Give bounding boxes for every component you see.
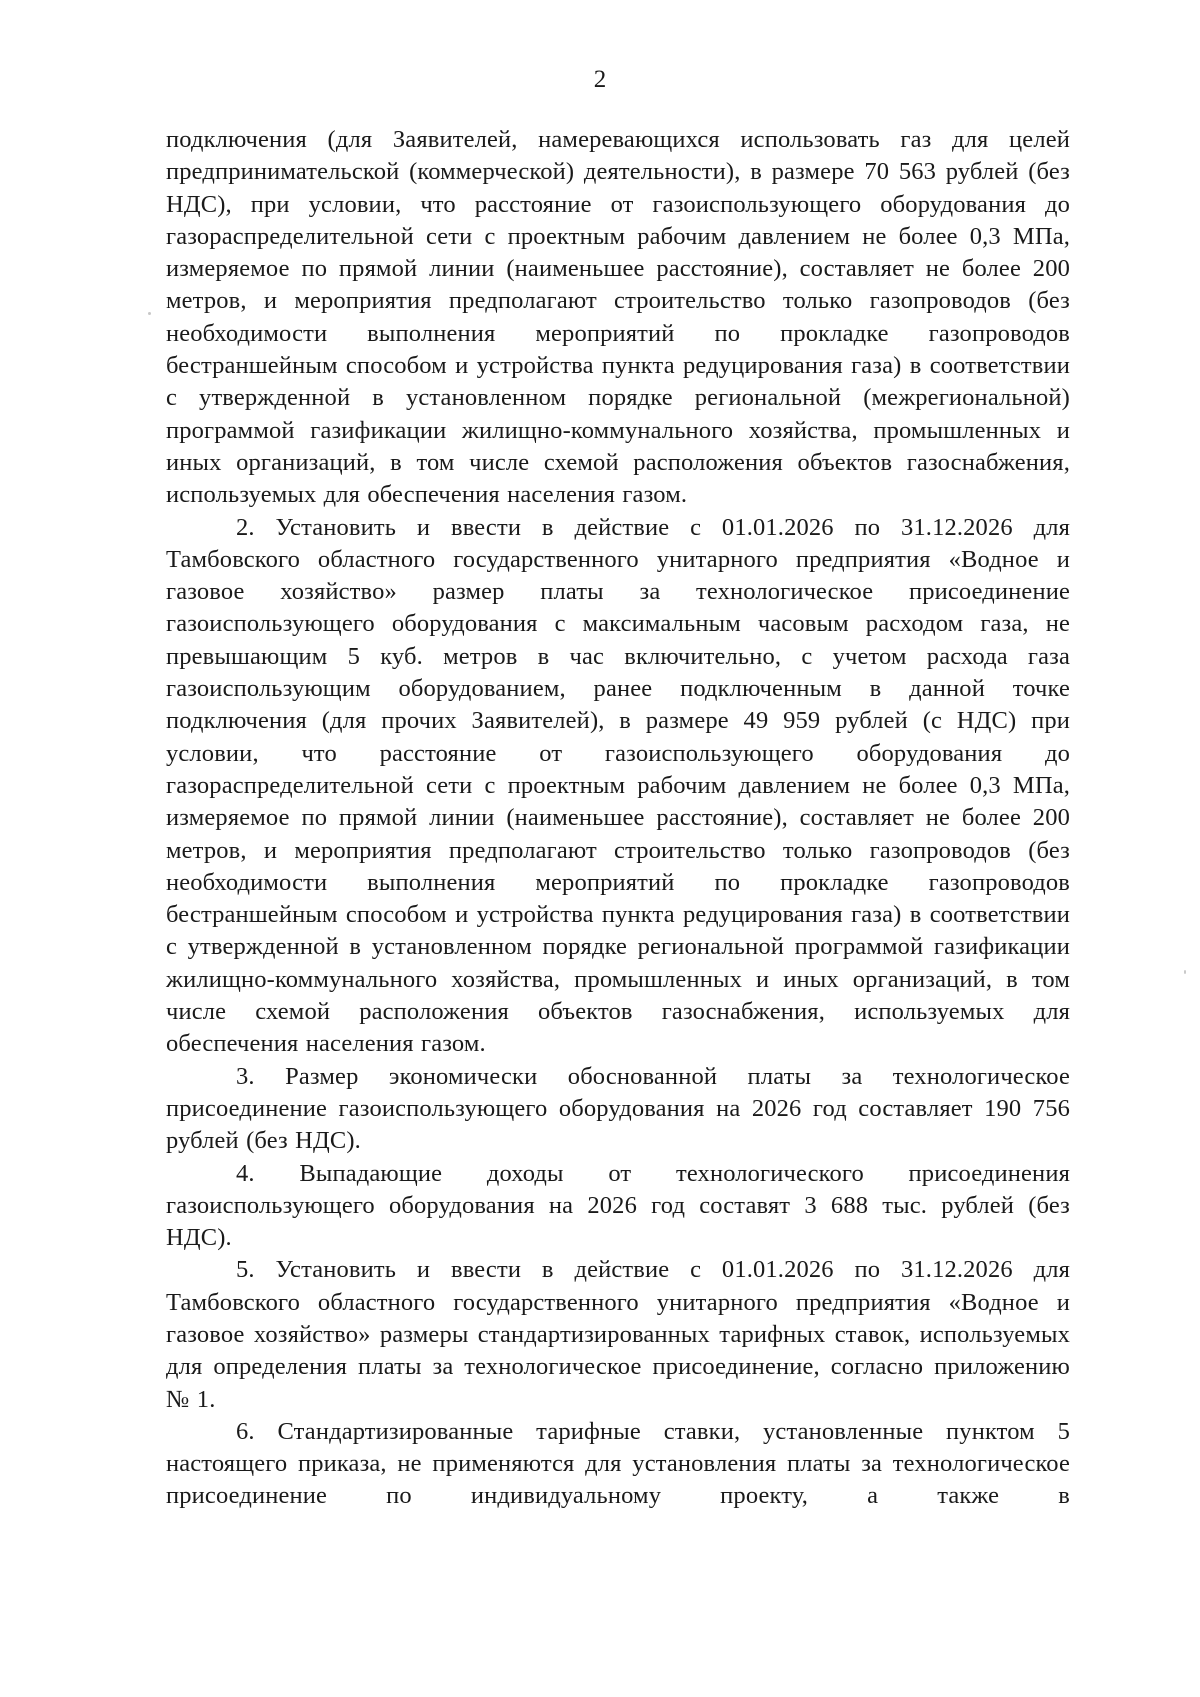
scan-dust-mark (1184, 970, 1186, 974)
paragraph-item-3: 3. Размер экономически обоснованной платы за технологическое присоединение газоиспользующего оборудования на 2026 год составляет 190 756 рублей (без НДС). (166, 1062, 1070, 1155)
paragraph-item-4: 4. Выпадающие доходы от технологического присоединения газоиспользующего оборудования на 2026 год составят 3 688 тыс. рублей (без НДС). (166, 1159, 1070, 1252)
scan-dust-mark (148, 312, 151, 315)
page-number: 2 (593, 66, 607, 93)
paragraph-1-continuation: подключения (для Заявителей, намеревающихся использовать газ для целей предпринимательской (коммерческой) деятельности), в размере 70 563 рублей (без НДС), при условии, что расстояние от газоиспользующего оборудования до газораспределительной сети с проектным рабочим давлением не более 0,3 МПа, измеряемое по прямой линии (наименьшее расстояние), составляет не более 200 метров, и мероприятия предполагают строительство только газопроводов (без необходимости выполнения мероприятий по прокладке газопроводов бестраншейным способом и устройства пункта редуцирования газа) в соответствии с утвержденной в установленном порядке региональной (межрегиональной) программой газификации жилищно-коммунального хозяйства, промышленных и иных организаций, в том числе схемой расположения объектов газоснабжения, используемых для обеспечения населения газом. (166, 126, 1070, 509)
paragraph-item-6: 6. Стандартизированные тарифные ставки, установленные пунктом 5 настоящего приказа, не применяются для установления платы за технологическое присоединение по индивидуальному проекту, а также в (166, 1417, 1070, 1510)
document-body (166, 124, 1070, 1513)
paragraph-item-2: 2. Установить и ввести в действие с 01.01.2026 по 31.12.2026 для Тамбовского областного государственного унитарного предприятия «Водное и газовое хозяйство» размер платы за технологическое присоединение газоиспользующего оборудования с максимальным часовым расходом газа, не превышающим 5 куб. метров в час включительно, с учетом расхода газа газоиспользующим оборудованием, ранее подключенным в данной точке подключения (для прочих Заявителей), в размере 49 959 рублей (с НДС) при условии, что расстояние от газоиспользующего оборудования до газораспределительной сети с проектным рабочим давлением не более 0,3 МПа, измеряемое по прямой линии (наименьшее расстояние), составляет не более 200 метров, и мероприятия предполагают строительство только газопроводов (без необходимости выполнения мероприятий по прокладке газопроводов бестраншейным способом и устройства пункта редуцирования газа) в соответствии с утвержденной в установленном порядке региональной программой газификации жилищно-коммунального хозяйства, промышленных и иных организаций, в том числе схемой расположения объектов газоснабжения, используемых для обеспечения населения газом. (166, 513, 1070, 1058)
paragraph-item-5: 5. Установить и ввести в действие с 01.01.2026 по 31.12.2026 для Тамбовского областного государственного унитарного предприятия «Водное и газовое хозяйство» размеры стандартизированных тарифных ставок, используемых для определения платы за технологическое присоединение, согласно приложению № 1. (166, 1256, 1070, 1413)
